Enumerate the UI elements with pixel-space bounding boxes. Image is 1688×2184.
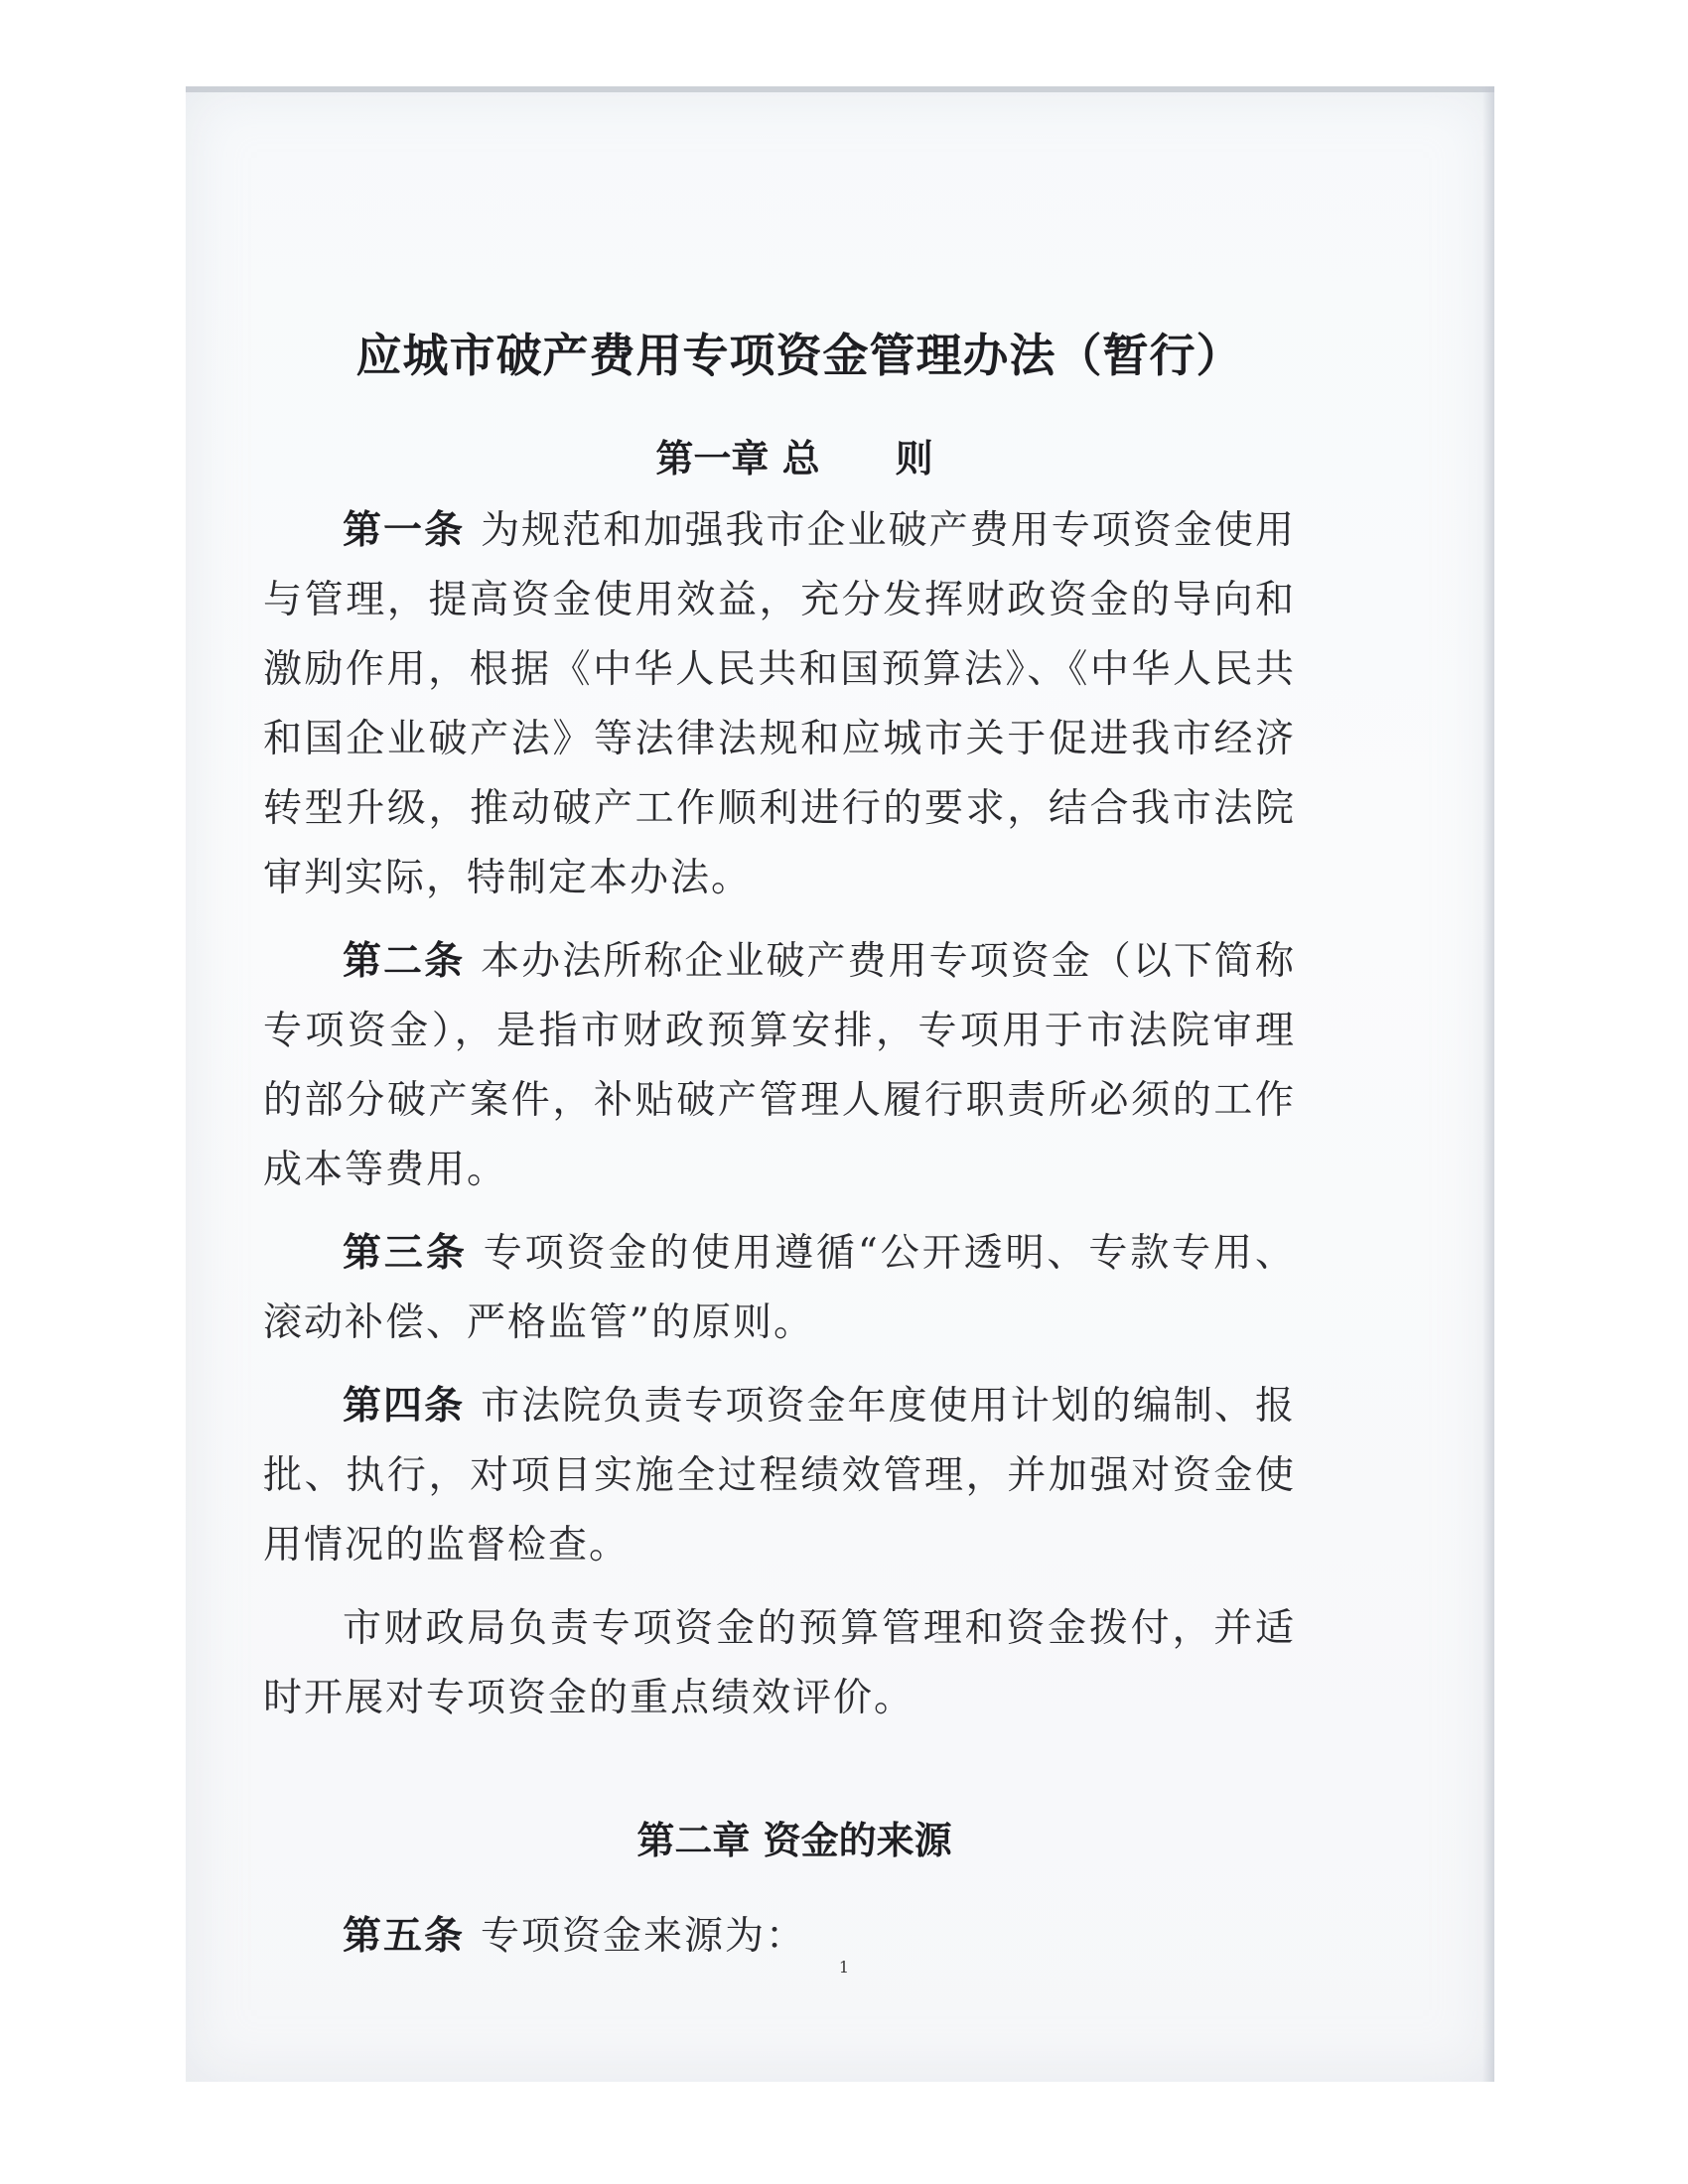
article-text: 为规范和加强我市企业破产费用专项资金使用与管理，提高资金使用效益，充分发挥财政资金的导向和激励作用，根据《中华人民共和国预算法》、《中华人民共和国企业破产法》等法律法规和应城市关于促进我市经济转型升级，推动破产工作顺利进行的要求，结合我市法院审判实际，特制定本办法。 — [263, 508, 1296, 900]
article-text: 专项资金来源为： — [481, 1914, 807, 1959]
scan-right-edge — [1482, 86, 1494, 2082]
document-title: 应城市破产费用专项资金管理办法（暂行） — [355, 329, 1243, 382]
page-number: 1 — [838, 1958, 850, 1977]
article-text: 市法院负责专项资金年度使用计划的编制、报批、执行，对项目实施全过程绩效管理，并加强对资金使用情况的监督检查。 — [263, 1384, 1296, 1568]
chapter-heading: 第一章 总 则 — [655, 437, 933, 480]
article-label: 第四条 — [343, 1384, 466, 1429]
article-paragraph — [263, 927, 1296, 1205]
article-paragraph — [263, 1219, 1296, 1358]
chapter-heading: 第二章 资金的来源 — [636, 1819, 952, 1862]
document-body — [263, 298, 1296, 1985]
article-label: 第二条 — [343, 939, 466, 984]
article-text: 专项资金的使用遵循“公开透明、专款专用、滚动补偿、严格监管”的原则。 — [263, 1231, 1296, 1345]
article-text: 本办法所称企业破产费用专项资金（以下简称专项资金），是指市财政预算安排，专项用于市法院审理的部分破产案件，补贴破产管理人履行职责所必须的工作成本等费用。 — [263, 939, 1296, 1192]
article-paragraph — [263, 1372, 1296, 1580]
scan-top-edge — [186, 86, 1494, 92]
article-paragraph — [263, 496, 1296, 913]
article-label: 第五条 — [343, 1914, 466, 1959]
body-paragraph: 市财政局负责专项资金的预算管理和资金拨付，并适时开展对专项资金的重点绩效评价。 — [263, 1606, 1296, 1720]
article-label: 第一条 — [343, 508, 466, 553]
article-label: 第三条 — [343, 1231, 468, 1276]
